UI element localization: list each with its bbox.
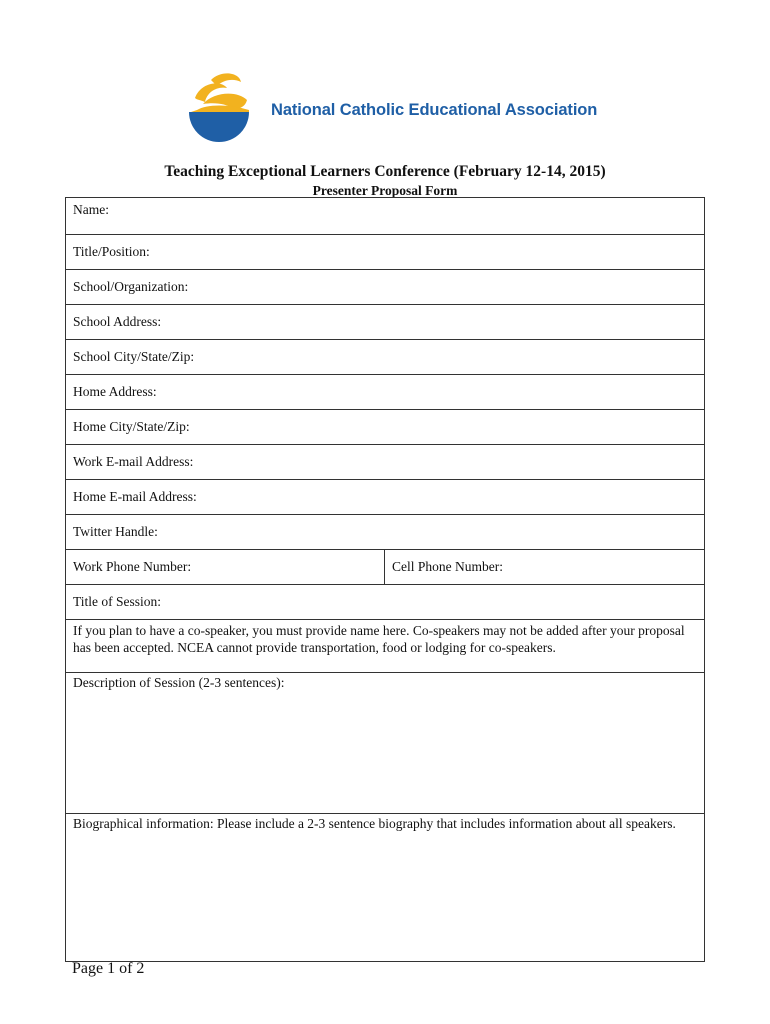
biography-field[interactable]: Biographical information: Please include a 2-3 sentence biography that includes information about all speakers. [66,814,705,962]
org-name: National Catholic Educational Association [271,100,598,119]
cospeaker-field[interactable]: If you plan to have a co-speaker, you must provide name here. Co-speakers may not be added after your proposal has been accepted. NCEA cannot provide transportation, food or lodging for co-speakers. [66,620,705,673]
work-email-field[interactable]: Work E-mail Address: [66,445,705,480]
conference-title: Teaching Exceptional Learners Conference (February 12-14, 2015) [164,163,606,180]
school-organization-field[interactable]: School/Organization: [66,270,705,305]
proposal-form [65,197,705,962]
home-email-field[interactable]: Home E-mail Address: [66,480,705,515]
ncea-emblem-icon [187,70,251,150]
title-position-field[interactable]: Title/Position: [66,235,705,270]
work-phone-field[interactable]: Work Phone Number: [66,550,385,585]
ncea-logo [187,70,597,150]
session-title-field[interactable]: Title of Session: [66,585,705,620]
school-city-state-zip-field[interactable]: School City/State/Zip: [66,340,705,375]
page-number: Page 1 of 2 [72,960,145,977]
session-description-field[interactable]: Description of Session (2-3 sentences): [66,673,705,814]
cell-phone-field[interactable]: Cell Phone Number: [385,550,705,585]
school-address-field[interactable]: School Address: [66,305,705,340]
home-city-state-zip-field[interactable]: Home City/State/Zip: [66,410,705,445]
home-address-field[interactable]: Home Address: [66,375,705,410]
name-field[interactable]: Name: [66,198,705,235]
form-subtitle: Presenter Proposal Form [312,183,458,198]
twitter-handle-field[interactable]: Twitter Handle: [66,515,705,550]
